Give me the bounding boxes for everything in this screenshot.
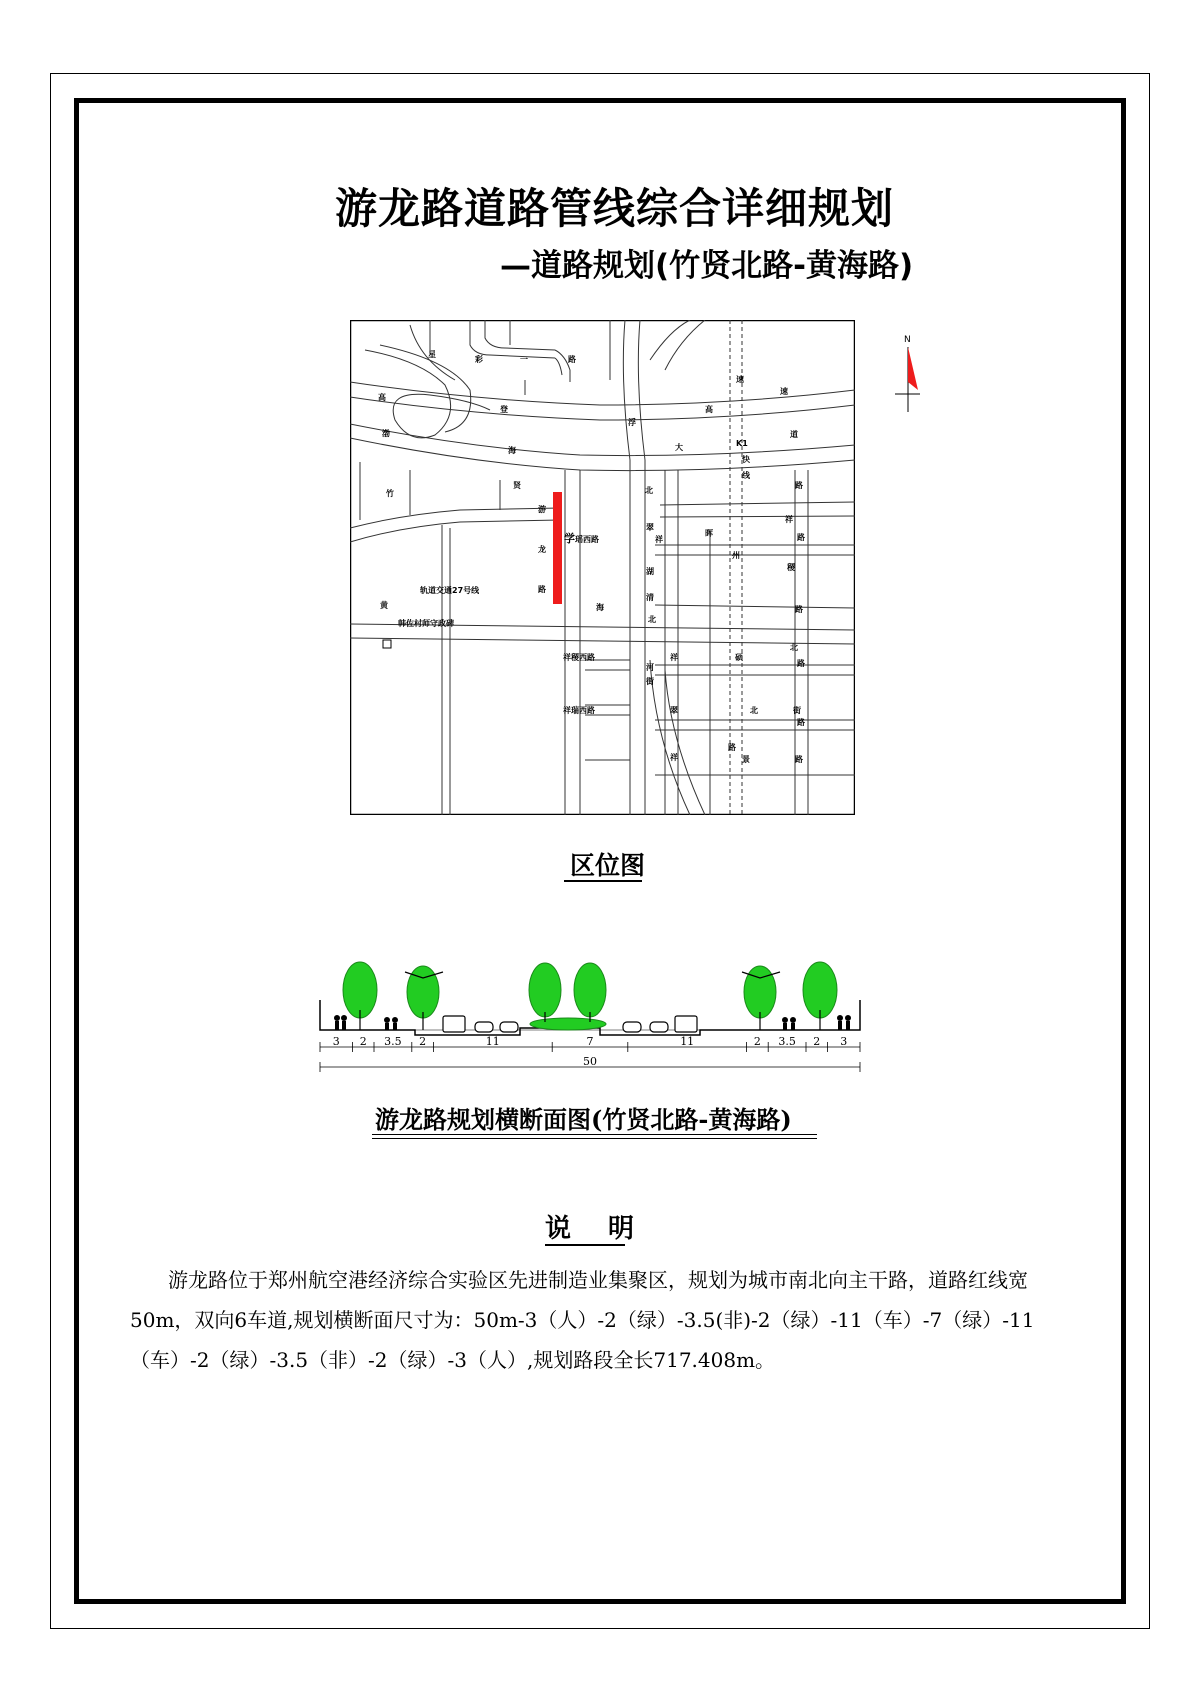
map-label-xue: 学 [564, 532, 575, 545]
map-label-xingcai-3: 一 [520, 355, 528, 364]
map-label-bei2: 北 [750, 706, 758, 715]
dim-total: 50 [583, 1055, 597, 1068]
north-label: N [904, 335, 911, 345]
map-label-hai: 海 [508, 446, 516, 455]
dim-label: 2 [419, 1035, 427, 1048]
map-label-xingcai-2: 彩 [475, 355, 483, 364]
map-label-xiang: 祥 [655, 535, 663, 544]
map-label-he: 河 [646, 663, 654, 672]
map-caption: 区位图 [570, 851, 646, 880]
map-label-dao: 道 [790, 430, 798, 439]
map-label-xingcai-1: 星 [428, 350, 436, 359]
page-subtitle: —道路规划(竹贤北路-黄海路) [500, 248, 914, 284]
map-label-bei: 北 [645, 486, 653, 495]
map-label-lu3: 路 [795, 755, 803, 764]
map-label-you: 游 [538, 505, 546, 514]
map-label-long: 龙 [538, 545, 546, 554]
dim-label: 3.5 [778, 1035, 796, 1048]
dim-label: 3.5 [384, 1035, 402, 1048]
map-label-xiangrui-west: 祥瑞西路 [563, 706, 595, 715]
youlong-road-highlight [553, 492, 562, 604]
map-label-lu-youlong: 路 [538, 585, 546, 594]
tree-4 [574, 963, 606, 1017]
cross-section-caption: 游龙路规划横断面图(竹贤北路-黄海路) [375, 1105, 792, 1134]
dim-label: 7 [586, 1035, 594, 1048]
map-label-ke: 速 [736, 375, 744, 384]
median-shrubs [530, 1018, 606, 1030]
bus-right [675, 1016, 697, 1032]
map-label-lu-r: 路 [797, 533, 805, 542]
map-label-lu2: 路 [728, 743, 736, 752]
map-label-k1: K1 [736, 439, 748, 448]
notes-heading-underline [545, 1244, 625, 1246]
map-label-kuai: 快 [742, 455, 750, 464]
map-label-lu5: 路 [797, 718, 805, 727]
map-label-bei-mid: 北 [648, 615, 656, 624]
dim-label: 2 [753, 1035, 761, 1048]
map-label-da: 大 [675, 443, 683, 452]
dim-label: 2 [359, 1035, 367, 1048]
car-right-2 [650, 1022, 668, 1032]
map-label-huang: 黄 [380, 601, 388, 610]
map-label-lu-mid: 路 [795, 605, 803, 614]
notes-heading: 说 明 [545, 1214, 649, 1244]
map-label-yao-west: 瑶西路 [575, 535, 599, 544]
map-label-ji: 稷 [787, 563, 795, 572]
map-label-gao: 高 [378, 393, 386, 402]
dim-label: 3 [332, 1035, 340, 1048]
notes-body: 游龙路位于郑州航空港经济综合实验区先进制造业集聚区，规划为城市南北向主干路，道路红线宽50m，双向6车道,规划横断面尺寸为：50m-3（人）-2（绿）-3.5(非)-2（绿）-11（车）-7（绿）-11（车）-2（绿）-3.5（非）-2（绿）-3（人）,规划路段全长717.408m。 [130, 1268, 1035, 1372]
map-label-tablet: 韩佐村师守政碑 [398, 619, 454, 628]
map-label-jie: 街 [646, 677, 654, 686]
map-label-gaosu-1: 高 [705, 405, 713, 414]
map-label-hui: 晖 [705, 529, 713, 538]
map-label-xian: 线 [742, 471, 750, 480]
map-label-lu4: 路 [797, 659, 805, 668]
map-label-bei3: 北 [790, 643, 798, 652]
map-label-qi: 祥 [670, 653, 678, 662]
map-label-xingcai-4: 路 [568, 355, 576, 364]
map-label-hai2: 海 [596, 603, 604, 612]
map-label-bo: 渤 [382, 429, 390, 438]
dim-label: 3 [840, 1035, 848, 1048]
bus-left [443, 1016, 465, 1032]
map-label-gaosu-2: 速 [780, 387, 788, 396]
map-label-lu-1: 路 [795, 481, 803, 490]
map-label-xinghui-west: 祥稷西路 [563, 653, 595, 662]
dim-label: 11 [485, 1035, 500, 1048]
tree-6 [803, 962, 837, 1018]
map-label-zhu: 竹 [386, 489, 394, 498]
car-left-1 [475, 1022, 493, 1032]
map-label-fu: 浮 [628, 418, 636, 427]
dim-label: 2 [813, 1035, 821, 1048]
map-label-shuo: 硕 [735, 653, 743, 662]
cross-section-caption-underline [372, 1134, 817, 1135]
map-label-deng: 登 [500, 405, 508, 414]
tree-3 [529, 963, 561, 1017]
cross-section-diagram [315, 950, 870, 1075]
map-label-rail: 轨道交通27号线 [420, 586, 480, 595]
map-label-xian2: 贤 [513, 481, 521, 490]
map-label-cui: 翠 [646, 523, 654, 532]
map-label-hu: 湖 [646, 567, 654, 576]
map-label-xiang3: 祥 [670, 753, 678, 762]
cross-section-caption-underline-2 [372, 1138, 817, 1139]
map-label-jie2: 街 [793, 706, 801, 715]
map-label-xiang-r: 祥 [785, 515, 793, 524]
map-label-zhou: 州 [732, 551, 740, 560]
map-caption-underline [564, 880, 642, 882]
car-right-1 [623, 1022, 641, 1032]
map-label-qing: 清 [646, 593, 654, 602]
car-left-2 [500, 1022, 518, 1032]
map-label-jing: 景 [742, 755, 750, 764]
tree-1 [343, 962, 377, 1018]
map-label-cui2: 翠 [670, 706, 678, 715]
page-title: 游龙路道路管线综合详细规划 [335, 184, 895, 233]
dim-label: 11 [680, 1035, 695, 1048]
north-arrow-icon [890, 332, 930, 412]
location-map [350, 320, 855, 815]
